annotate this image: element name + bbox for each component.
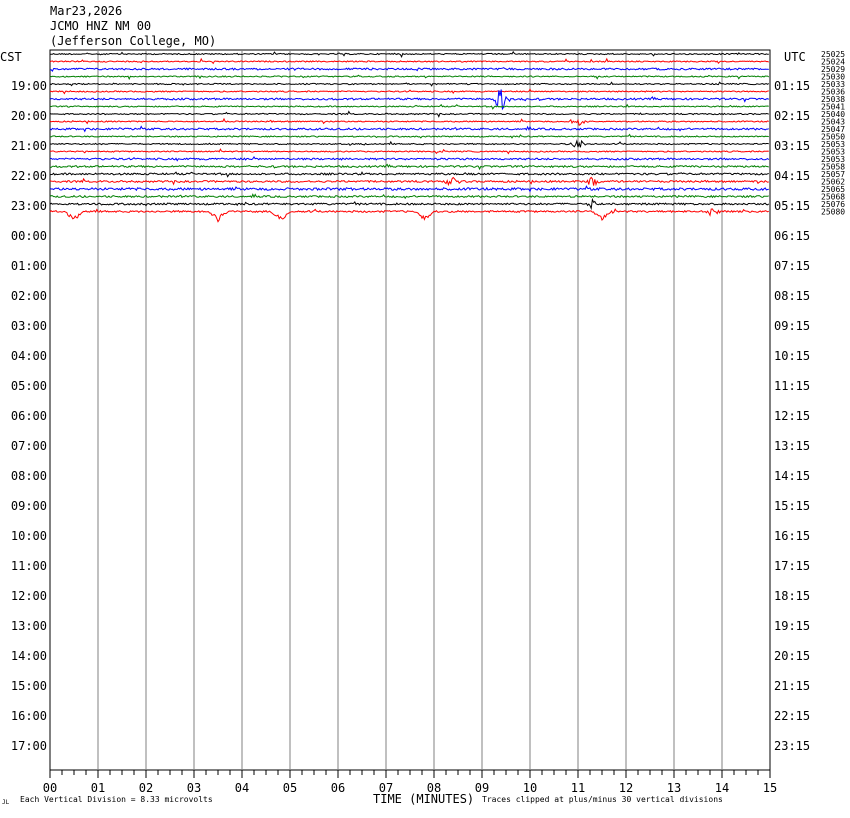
left-hour-label: 10:00 <box>10 529 47 543</box>
seismic-trace <box>50 177 769 185</box>
right-hour-label: 11:15 <box>774 379 811 393</box>
left-hour-label: 08:00 <box>10 469 47 483</box>
seismic-trace <box>50 82 769 86</box>
right-hour-label: 02:15 <box>774 109 811 123</box>
x-tick-label: 08 <box>426 781 442 795</box>
right-hour-label: 12:15 <box>774 409 811 423</box>
x-tick-label: 03 <box>186 781 202 795</box>
trace-offset-label: 25053 <box>821 147 846 157</box>
left-hour-label: 07:00 <box>10 439 47 453</box>
left-hour-label: 16:00 <box>10 709 47 723</box>
x-tick-label: 04 <box>234 781 250 795</box>
left-hour-label: 15:00 <box>10 679 47 693</box>
trace-offset-label: 25062 <box>821 177 846 187</box>
footer-mark: JL <box>2 799 10 806</box>
right-timezone-label: UTC <box>784 50 806 64</box>
right-hour-label: 22:15 <box>774 709 811 723</box>
trace-offset-label: 25029 <box>821 65 846 74</box>
trace-offset-label: 25025 <box>821 50 846 59</box>
seismic-trace <box>50 165 769 170</box>
footer-vertical-division: Each Vertical Division = 8.33 microvolts <box>20 795 213 804</box>
left-hour-label: 00:00 <box>10 229 47 243</box>
header-date: Mar23,2026 <box>50 4 123 18</box>
x-tick-label: 14 <box>714 781 730 795</box>
seismic-trace <box>50 186 769 191</box>
seismic-trace <box>50 200 769 209</box>
seismic-trace <box>50 172 769 177</box>
x-tick-label: 12 <box>618 781 634 795</box>
x-tick-label: 11 <box>570 781 586 795</box>
seismic-trace <box>50 149 769 153</box>
x-tick-label: 01 <box>90 781 106 795</box>
left-hour-label: 19:00 <box>10 79 47 93</box>
x-tick-label: 00 <box>42 781 58 795</box>
trace-offset-label: 25068 <box>821 192 846 202</box>
trace-offset-label: 25058 <box>821 162 846 172</box>
seismic-trace <box>50 194 769 198</box>
left-hour-label: 14:00 <box>10 649 47 663</box>
left-hour-label: 09:00 <box>10 499 47 513</box>
footer-clip-note: Traces clipped at plus/minus 30 vertical divisions <box>482 795 723 804</box>
seismic-trace <box>50 75 769 79</box>
header-station: JCMO HNZ NM 00 <box>50 19 152 33</box>
right-hour-label: 20:15 <box>774 649 811 663</box>
right-hour-label: 17:15 <box>774 559 811 573</box>
trace-offset-label: 25047 <box>821 125 846 134</box>
seismic-trace <box>50 119 769 125</box>
x-tick-label: 13 <box>666 781 682 795</box>
left-hour-label: 02:00 <box>10 289 47 303</box>
seismic-trace <box>50 209 769 222</box>
trace-offset-label: 25040 <box>821 110 846 119</box>
trace-offset-label: 25038 <box>821 95 846 104</box>
right-hour-label: 18:15 <box>774 589 811 603</box>
left-hour-label: 23:00 <box>10 199 47 213</box>
x-tick-label: 05 <box>282 781 298 795</box>
trace-offset-label: 25065 <box>821 185 846 194</box>
x-tick-label: 06 <box>330 781 346 795</box>
x-tick-label: 02 <box>138 781 154 795</box>
header-location: (Jefferson College, MO) <box>50 34 217 48</box>
seismic-trace <box>50 89 769 93</box>
seismic-trace <box>50 135 769 138</box>
trace-offset-label: 25080 <box>821 207 846 217</box>
right-hour-label: 09:15 <box>774 319 811 333</box>
left-hour-label: 04:00 <box>10 349 47 363</box>
x-axis-title: TIME (MINUTES) <box>373 792 475 806</box>
trace-offset-label: 25053 <box>821 140 846 149</box>
trace-offset-label: 25036 <box>821 87 846 97</box>
seismic-trace <box>50 127 769 132</box>
left-hour-label: 06:00 <box>10 409 47 423</box>
right-hour-label: 23:15 <box>774 739 811 753</box>
trace-offset-label: 25057 <box>821 170 846 179</box>
right-hour-label: 07:15 <box>774 259 811 273</box>
left-hour-label: 20:00 <box>10 109 47 123</box>
right-hour-label: 15:15 <box>774 499 811 513</box>
left-hour-label: 21:00 <box>10 139 47 153</box>
seismic-trace <box>50 68 769 71</box>
right-hour-label: 01:15 <box>774 79 811 93</box>
trace-offset-label: 25033 <box>821 80 846 89</box>
right-hour-label: 16:15 <box>774 529 811 543</box>
seismic-trace <box>50 141 769 147</box>
trace-offset-label: 25076 <box>821 200 846 209</box>
x-tick-label: 15 <box>762 781 778 795</box>
left-hour-label: 12:00 <box>10 589 47 603</box>
right-hour-label: 05:15 <box>774 199 811 213</box>
right-hour-label: 04:15 <box>774 169 811 183</box>
left-hour-label: 22:00 <box>10 169 47 183</box>
trace-offset-label: 25050 <box>821 132 846 142</box>
trace-offset-label: 25030 <box>821 72 846 82</box>
right-hour-label: 21:15 <box>774 679 811 693</box>
trace-offset-label: 25024 <box>821 57 846 67</box>
right-hour-label: 13:15 <box>774 439 811 453</box>
left-hour-label: 17:00 <box>10 739 47 753</box>
trace-offset-label: 25041 <box>821 102 846 112</box>
seismic-trace <box>50 59 769 64</box>
left-hour-label: 11:00 <box>10 559 47 573</box>
seismic-trace <box>50 52 769 57</box>
right-hour-label: 06:15 <box>774 229 811 243</box>
seismic-trace <box>50 157 769 161</box>
right-hour-label: 14:15 <box>774 469 811 483</box>
trace-offset-label: 25053 <box>821 155 846 164</box>
trace-offset-label: 25043 <box>821 117 846 127</box>
x-tick-label: 09 <box>474 781 490 795</box>
x-tick-label: 10 <box>522 781 538 795</box>
left-hour-label: 05:00 <box>10 379 47 393</box>
left-hour-label: 03:00 <box>10 319 47 333</box>
seismic-trace <box>50 105 769 109</box>
right-hour-label: 03:15 <box>774 139 811 153</box>
right-hour-label: 10:15 <box>774 349 811 363</box>
left-hour-label: 01:00 <box>10 259 47 273</box>
left-timezone-label: CST <box>0 50 22 64</box>
seismic-trace <box>50 112 769 117</box>
right-hour-label: 19:15 <box>774 619 811 633</box>
right-hour-label: 08:15 <box>774 289 811 303</box>
left-hour-label: 13:00 <box>10 619 47 633</box>
x-tick-label: 07 <box>378 781 394 795</box>
